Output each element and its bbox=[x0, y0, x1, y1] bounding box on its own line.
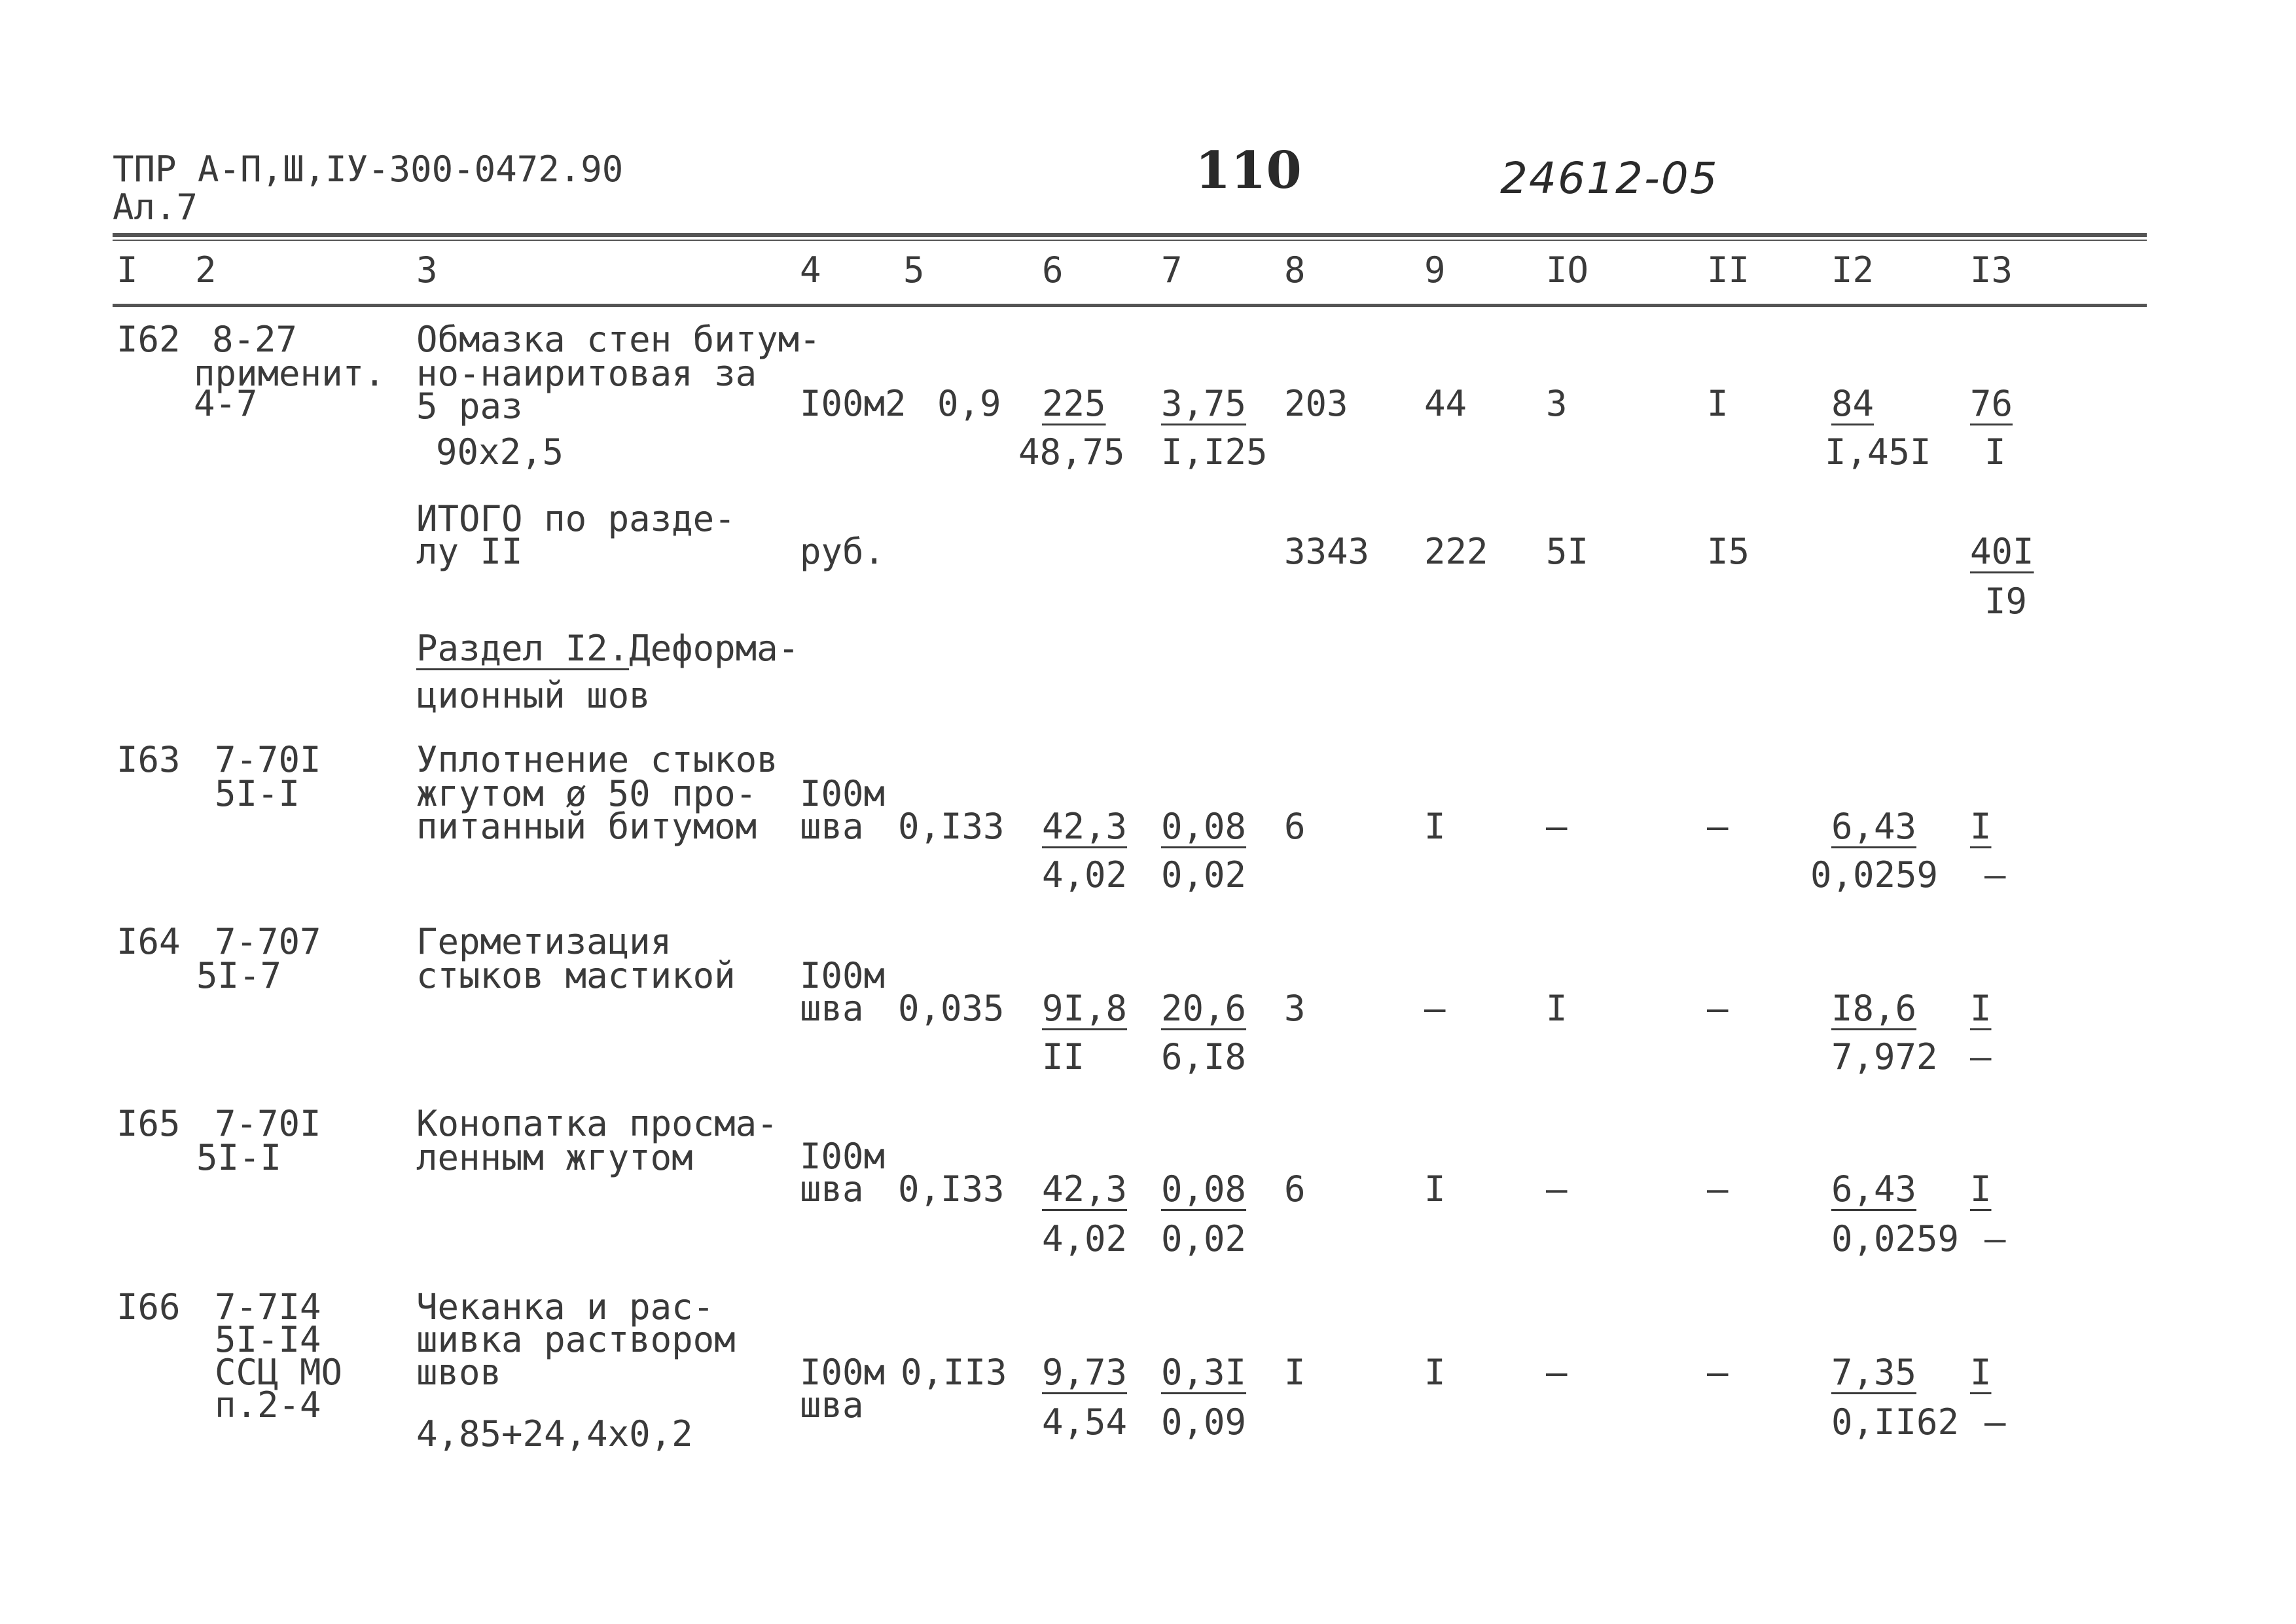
quantity: 0,I33 bbox=[898, 806, 1005, 847]
labor-total-sub: – bbox=[1984, 1218, 2006, 1259]
total-cost: 6 bbox=[1284, 1168, 1306, 1210]
album-label: Ал.7 bbox=[113, 187, 198, 228]
total-col13: 40I bbox=[1970, 531, 2034, 572]
row-number: I63 bbox=[117, 739, 181, 780]
machine-wages: 6,I8 bbox=[1161, 1036, 1247, 1077]
total-col13-sub: I9 bbox=[1984, 581, 2028, 622]
unit: I00м bbox=[800, 1352, 886, 1393]
section-name: Деформа- bbox=[629, 628, 800, 669]
col-header-3: 3 bbox=[416, 249, 438, 291]
col-header-1: I bbox=[117, 249, 138, 291]
machine-cost: 0,08 bbox=[1161, 806, 1247, 847]
page-number: 110 bbox=[1195, 141, 1302, 200]
col9-value: 44 bbox=[1424, 383, 1467, 424]
work-description: швов bbox=[416, 1352, 502, 1393]
col9-value: I bbox=[1424, 1168, 1446, 1210]
labor-total: I bbox=[1970, 988, 1992, 1029]
col11-value: – bbox=[1707, 806, 1729, 847]
norm-code: 5I-7 bbox=[196, 955, 282, 996]
quantity: 0,II3 bbox=[901, 1352, 1007, 1393]
col10-value: – bbox=[1546, 1168, 1568, 1210]
unit-cost-total: 42,3 bbox=[1042, 806, 1128, 847]
norm-code: п.2-4 bbox=[215, 1384, 321, 1426]
labor-norm-sub: 0,II62 bbox=[1831, 1401, 1960, 1443]
labor-norm: I8,6 bbox=[1831, 988, 1917, 1029]
col11-value: – bbox=[1707, 1168, 1729, 1210]
col-header-8: 8 bbox=[1284, 249, 1306, 291]
total-cost: 203 bbox=[1284, 383, 1348, 424]
col9-value: I bbox=[1424, 1352, 1446, 1393]
norm-code: 8-27 bbox=[212, 319, 298, 360]
total-cost: I bbox=[1284, 1352, 1306, 1393]
norm-code: 4-7 bbox=[194, 383, 258, 424]
total-label: лу II bbox=[416, 531, 523, 572]
stamp-number: 24612-05 bbox=[1500, 153, 1719, 204]
unit-cost-wages: 4,02 bbox=[1042, 854, 1128, 895]
labor-total: 76 bbox=[1970, 383, 2013, 424]
labor-total-sub: – bbox=[1984, 1401, 2006, 1443]
work-description: жгутом ø 50 про- bbox=[416, 773, 757, 814]
unit: шва bbox=[800, 806, 864, 847]
labor-total-sub: – bbox=[1970, 1036, 1992, 1077]
col10-value: – bbox=[1546, 806, 1568, 847]
unit: шва bbox=[800, 1168, 864, 1210]
col-header-4: 4 bbox=[800, 249, 821, 291]
work-description: Чеканка и рас- bbox=[416, 1286, 715, 1327]
labor-total: I bbox=[1970, 1352, 1992, 1393]
calculation-note: 4,85+24,4х0,2 bbox=[416, 1413, 693, 1454]
col9-value: I bbox=[1424, 806, 1446, 847]
col-header-5: 5 bbox=[903, 249, 925, 291]
labor-norm: 6,43 bbox=[1831, 1168, 1917, 1210]
document-code: ТПР А-П,Ш,IУ-300-0472.90 bbox=[113, 149, 624, 190]
labor-norm-sub: 0,0259 bbox=[1831, 1218, 1960, 1259]
norm-code: 5I-I4 bbox=[215, 1319, 321, 1360]
machine-cost: 3,75 bbox=[1161, 383, 1247, 424]
machine-wages: 0,02 bbox=[1161, 1218, 1247, 1259]
row-number: I66 bbox=[117, 1286, 181, 1327]
unit-cost-total: 9I,8 bbox=[1042, 988, 1128, 1029]
labor-norm: 84 bbox=[1831, 383, 1874, 424]
col11-value: – bbox=[1707, 1352, 1729, 1393]
col-header-10: IO bbox=[1546, 249, 1589, 291]
norm-code: 7-70I bbox=[215, 739, 321, 780]
unit: шва bbox=[800, 1384, 864, 1426]
labor-norm-sub: I,45I bbox=[1825, 431, 1931, 473]
unit-cost-total: 225 bbox=[1042, 383, 1106, 424]
col-header-13: I3 bbox=[1970, 249, 2013, 291]
quantity: 0,035 bbox=[898, 988, 1005, 1029]
total-col9: 222 bbox=[1424, 531, 1488, 572]
col-header-12: I2 bbox=[1831, 249, 1874, 291]
work-description: Герметизация bbox=[416, 921, 672, 962]
work-description: стыков мастикой bbox=[416, 955, 736, 996]
labor-norm: 7,35 bbox=[1831, 1352, 1917, 1393]
machine-wages: 0,02 bbox=[1161, 854, 1247, 895]
labor-norm-sub: 0,0259 bbox=[1810, 854, 1939, 895]
unit: I00м bbox=[800, 1136, 886, 1177]
total-cost: 6 bbox=[1284, 806, 1306, 847]
machine-cost: 0,08 bbox=[1161, 1168, 1247, 1210]
norm-code: 7-707 bbox=[215, 921, 321, 962]
work-description: но-наиритовая за bbox=[416, 353, 757, 394]
unit-cost-wages: II bbox=[1042, 1036, 1085, 1077]
col10-value: 3 bbox=[1546, 383, 1568, 424]
norm-code: 7-70I bbox=[215, 1103, 321, 1144]
work-description: ленным жгутом bbox=[416, 1137, 693, 1178]
header-bottom-rule bbox=[113, 304, 2147, 307]
total-label: ИТОГО по разде- bbox=[416, 498, 736, 539]
unit-cost-total: 9,73 bbox=[1042, 1352, 1128, 1393]
col-header-9: 9 bbox=[1424, 249, 1446, 291]
col10-value: – bbox=[1546, 1352, 1568, 1393]
col10-value: I bbox=[1546, 988, 1568, 1029]
calculation-note: 90х2,5 bbox=[436, 431, 564, 473]
unit: I00м bbox=[800, 773, 886, 814]
unit: I00м bbox=[800, 955, 886, 996]
col11-value: – bbox=[1707, 988, 1729, 1029]
row-number: I64 bbox=[117, 921, 181, 962]
section-title bbox=[416, 628, 800, 669]
unit-cost-wages: 4,02 bbox=[1042, 1218, 1128, 1259]
quantity: 0,9 bbox=[937, 383, 1001, 424]
unit: I00м2 bbox=[800, 383, 906, 424]
work-description: питанный битумом bbox=[416, 806, 757, 847]
work-description: Уплотнение стыков bbox=[416, 739, 778, 780]
labor-norm: 6,43 bbox=[1831, 806, 1917, 847]
col-header-11: II bbox=[1707, 249, 1750, 291]
unit-cost-wages: 4,54 bbox=[1042, 1401, 1128, 1443]
labor-total: I bbox=[1970, 1168, 1992, 1210]
machine-cost: 0,3I bbox=[1161, 1352, 1247, 1393]
machine-cost: 20,6 bbox=[1161, 988, 1247, 1029]
machine-wages: I,I25 bbox=[1161, 431, 1268, 473]
row-number: I65 bbox=[117, 1103, 181, 1144]
total-col10: 5I bbox=[1546, 531, 1589, 572]
total-cost: 3 bbox=[1284, 988, 1306, 1029]
work-description: Конопатка просма- bbox=[416, 1103, 778, 1144]
col-header-6: 6 bbox=[1042, 249, 1064, 291]
row-number: I62 bbox=[117, 319, 181, 360]
labor-total-sub: – bbox=[1984, 854, 2006, 895]
section-number: Раздел I2. bbox=[416, 628, 630, 669]
unit: шва bbox=[800, 988, 864, 1029]
work-description: шивка раствором bbox=[416, 1319, 736, 1360]
machine-wages: 0,09 bbox=[1161, 1401, 1247, 1443]
total-col11: I5 bbox=[1707, 531, 1750, 572]
top-rule bbox=[113, 233, 2147, 237]
unit-cost-wages: 48,75 bbox=[1018, 431, 1125, 473]
total-col8: 3343 bbox=[1284, 531, 1370, 572]
work-description: Обмазка стен битум- bbox=[416, 319, 821, 360]
section-title-line2: ционный шов bbox=[416, 675, 651, 716]
norm-code: 5I-I bbox=[215, 773, 300, 814]
col-header-7: 7 bbox=[1161, 249, 1183, 291]
labor-total: I bbox=[1970, 806, 1992, 847]
work-description: 5 раз bbox=[416, 386, 523, 427]
total-unit: руб. bbox=[800, 531, 886, 572]
norm-code: 5I-I bbox=[196, 1137, 282, 1178]
unit-cost-total: 42,3 bbox=[1042, 1168, 1128, 1210]
col-header-2: 2 bbox=[195, 249, 217, 291]
top-rule-inner bbox=[113, 240, 2147, 241]
quantity: 0,I33 bbox=[898, 1168, 1005, 1210]
norm-code: ССЦ МО bbox=[215, 1352, 343, 1393]
norm-code: 7-7I4 bbox=[215, 1286, 321, 1327]
col9-value: – bbox=[1424, 988, 1446, 1029]
norm-code: применит. bbox=[194, 353, 386, 394]
labor-norm-sub: 7,972 bbox=[1831, 1036, 1938, 1077]
labor-total-sub: I bbox=[1984, 431, 2006, 473]
col11-value: I bbox=[1707, 383, 1729, 424]
